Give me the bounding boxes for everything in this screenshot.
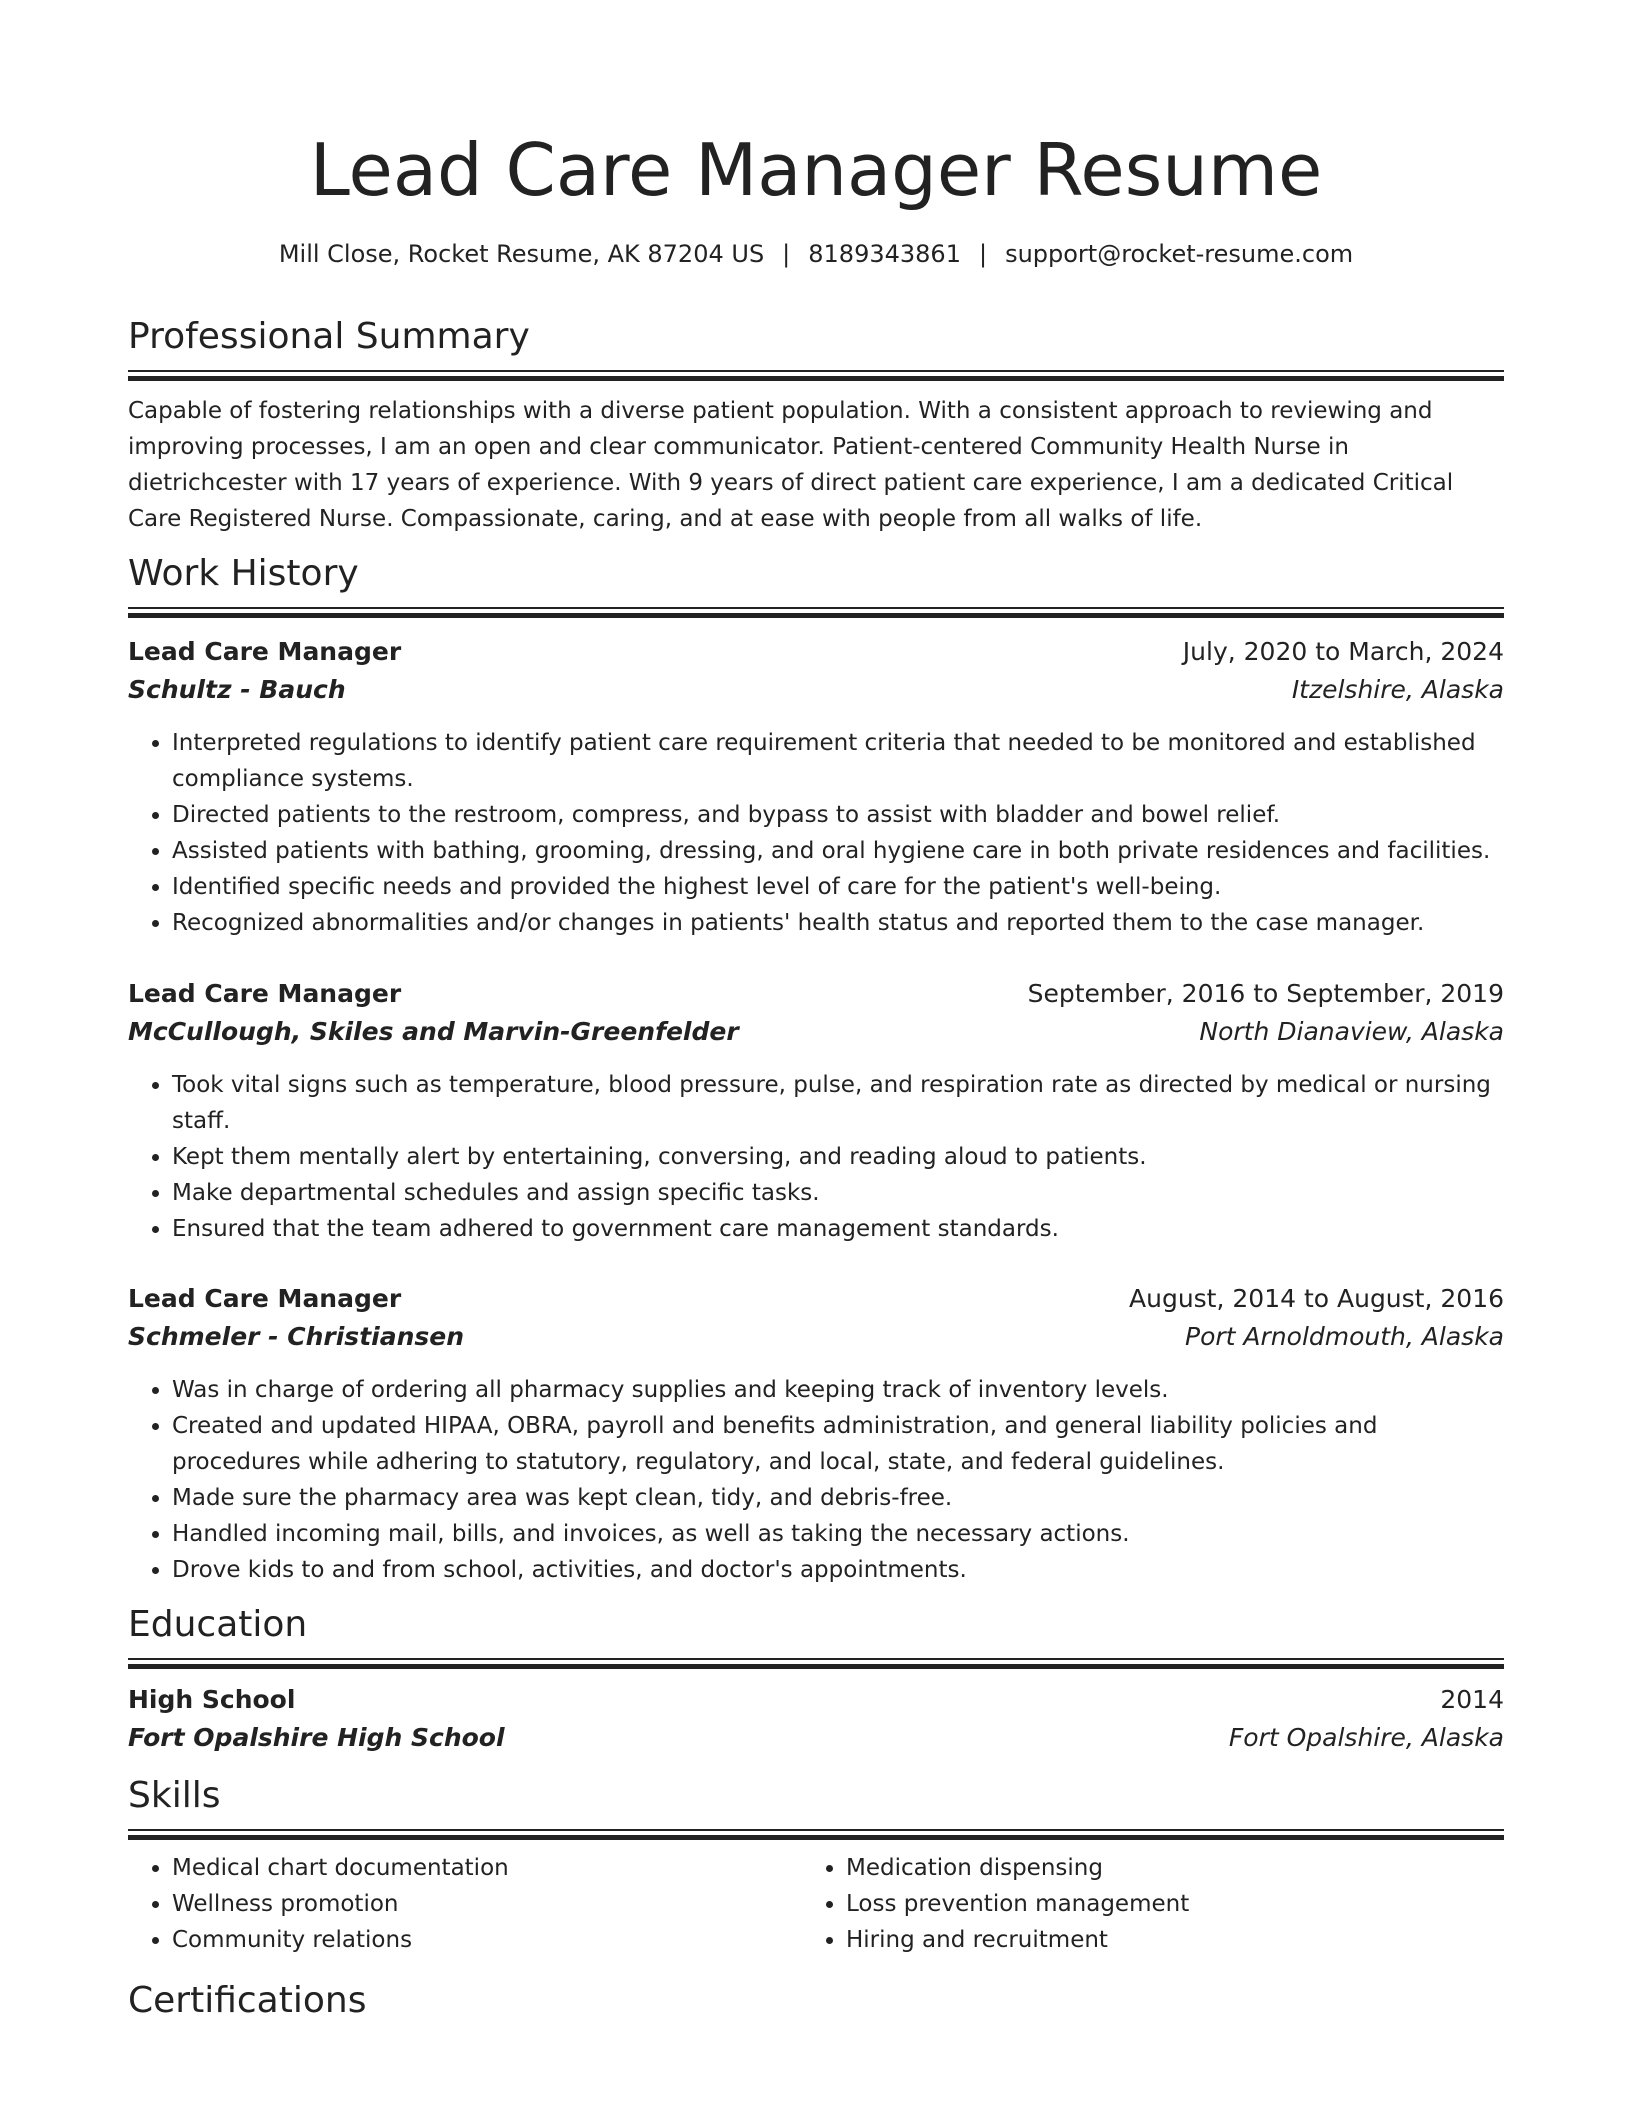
degree: High School [128,1685,296,1714]
section-title-summary: Professional Summary [128,316,530,357]
contact-line [128,237,1504,271]
skill-item: • Community relations [172,1922,802,1958]
section-rule [128,370,1504,381]
list-item: • Took vital signs such as temperature, blood pressure, pulse, and respiration rate as directed by medical or nursing staff. [172,1067,1504,1139]
job-entry [128,975,1504,1247]
section-title-certifications: Certifications [128,1980,367,2021]
skills-column-right [802,1850,1476,1958]
section-title-education: Education [128,1604,308,1645]
job-location: North Dianaview, Alaska [1199,1017,1504,1046]
list-item: • Assisted patients with bathing, grooming, dressing, and oral hygiene care in both private residences and facilities. [172,833,1504,869]
company-name: Schultz - Bauch [128,675,346,704]
school-location: Fort Opalshire, Alaska [1228,1723,1504,1752]
job-bullets [128,725,1504,941]
section-title-work-history: Work History [128,553,359,594]
skill-item: • Medical chart documentation [172,1850,802,1886]
resume-page [128,0,1504,2024]
school-name: Fort Opalshire High School [128,1723,505,1752]
list-item: • Kept them mentally alert by entertaining, conversing, and reading aloud to patients. [172,1139,1504,1175]
education-year: 2014 [1440,1685,1504,1714]
list-item: • Recognized abnormalities and/or changes in patients' health status and reported them to the case manager. [172,905,1504,941]
skills-column-left [128,1850,802,1958]
separator: | [782,240,791,268]
separator: | [978,240,988,268]
section-rule [128,1829,1504,1840]
job-location: Itzelshire, Alaska [1291,675,1504,704]
skills-list [128,1850,1504,1958]
list-item: • Directed patients to the restroom, compress, and bypass to assist with bladder and bowel relief. [172,797,1504,833]
company-name: McCullough, Skiles and Marvin-Greenfelder [128,1017,739,1046]
job-entry [128,633,1504,941]
list-item: • Handled incoming mail, bills, and invoices, as well as taking the necessary actions. [172,1516,1504,1552]
skill-item: • Medication dispensing [846,1850,1476,1886]
skill-item: • Hiring and recruitment [846,1922,1476,1958]
phone: 8189343861 [808,240,961,268]
job-location: Port Arnoldmouth, Alaska [1185,1322,1504,1351]
summary-text: Capable of fostering relationships with a diverse patient population. With a consistent approach to reviewing and improving processes, I am an open and clear communicator. Patient-centered Community Health Nurse in dietrichcester with 17 years of experience. With 9 years of direct patient care experience, I am a dedicated Critical Care Registered Nurse. Compassionate, caring, and at ease with people from all walks of life. [128,398,1454,532]
job-dates: September, 2016 to September, 2019 [1027,979,1504,1008]
section-rule [128,1658,1504,1669]
list-item: • Identified specific needs and provided the highest level of care for the patient's well-being. [172,869,1504,905]
list-item: • Drove kids to and from school, activities, and doctor's appointments. [172,1552,1504,1588]
resume-title: Lead Care Manager Resume [309,128,1323,212]
list-item: • Created and updated HIPAA, OBRA, payroll and benefits administration, and general liability policies and procedures while adhering to statutory, regulatory, and local, state, and federal guidelines. [172,1408,1504,1480]
job-title: Lead Care Manager [128,979,402,1008]
list-item: • Made sure the pharmacy area was kept clean, tidy, and debris-free. [172,1480,1504,1516]
list-item: • Interpreted regulations to identify patient care requirement criteria that needed to be monitored and established compliance systems. [172,725,1504,797]
education-entry [128,1681,1504,1757]
section-rule [128,607,1504,618]
company-name: Schmeler - Christiansen [128,1322,465,1351]
section-title-skills: Skills [128,1775,221,1816]
job-dates: July, 2020 to March, 2024 [1182,637,1504,666]
job-title: Lead Care Manager [128,1284,402,1313]
email: support@rocket-resume.com [1005,240,1354,268]
list-item: • Make departmental schedules and assign specific tasks. [172,1175,1504,1211]
list-item: • Ensured that the team adhered to government care management standards. [172,1211,1504,1247]
address: Mill Close, Rocket Resume, AK 87204 US [278,240,765,268]
skill-item: • Loss prevention management [846,1886,1476,1922]
list-item: • Was in charge of ordering all pharmacy supplies and keeping track of inventory levels. [172,1372,1504,1408]
job-dates: August, 2014 to August, 2016 [1129,1284,1504,1313]
skill-item: • Wellness promotion [172,1886,802,1922]
job-bullets [128,1067,1504,1247]
job-entry [128,1280,1504,1588]
job-title: Lead Care Manager [128,637,402,666]
job-bullets [128,1372,1504,1588]
